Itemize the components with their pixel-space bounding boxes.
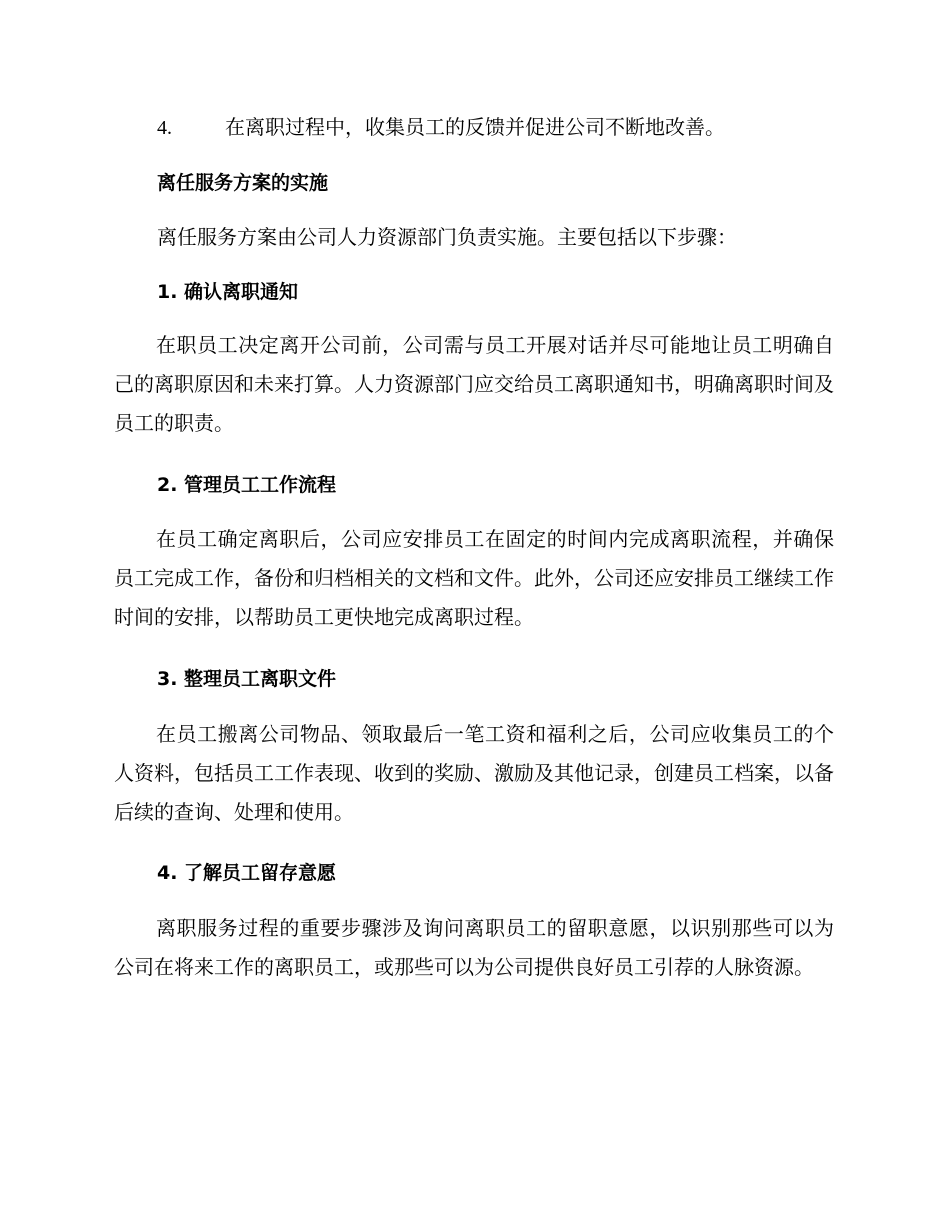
step-1-body: 在职员工决定离开公司前，公司需与员工开展对话并尽可能地让员工明确自己的离职原因和未来打算。人力资源部门应交给员工离职通知书，明确离职时间及员工的职责。: [114, 333, 834, 435]
list-item: [157, 112, 725, 143]
step-1-heading: 1. 确认离职通知: [157, 281, 299, 303]
step-4-body: 离职服务过程的重要步骤涉及询问离职员工的留职意愿，以识别那些可以为公司在将来工作的离职员工，或那些可以为公司提供良好员工引荐的人脉资源。: [114, 916, 834, 979]
intro-paragraph: 离任服务方案由公司人力资源部门负责实施。主要包括以下步骤：: [157, 225, 737, 249]
step-2-body: 在员工确定离职后，公司应安排员工在固定的时间内完成离职流程，并确保员工完成工作，备份和归档相关的文档和文件。此外，公司还应安排员工继续工作时间的安排，以帮助员工更快地完成离职过程。: [114, 527, 834, 629]
step-3-heading: 3. 整理员工离职文件: [157, 668, 337, 690]
step-2-heading: 2. 管理员工工作流程: [157, 474, 337, 496]
step-4-heading: 4. 了解员工留存意愿: [157, 862, 337, 884]
list-item-text: 在离职过程中，收集员工的反馈并促进公司不断地改善。: [225, 115, 725, 139]
section-title: 离任服务方案的实施: [157, 172, 329, 194]
step-3-body: 在员工搬离公司物品、领取最后一笔工资和福利之后，公司应收集员工的个人资料，包括员工工作表现、收到的奖励、激励及其他记录，创建员工档案，以备后续的查询、处理和使用。: [114, 722, 834, 824]
list-item-number: 4.: [157, 117, 172, 139]
